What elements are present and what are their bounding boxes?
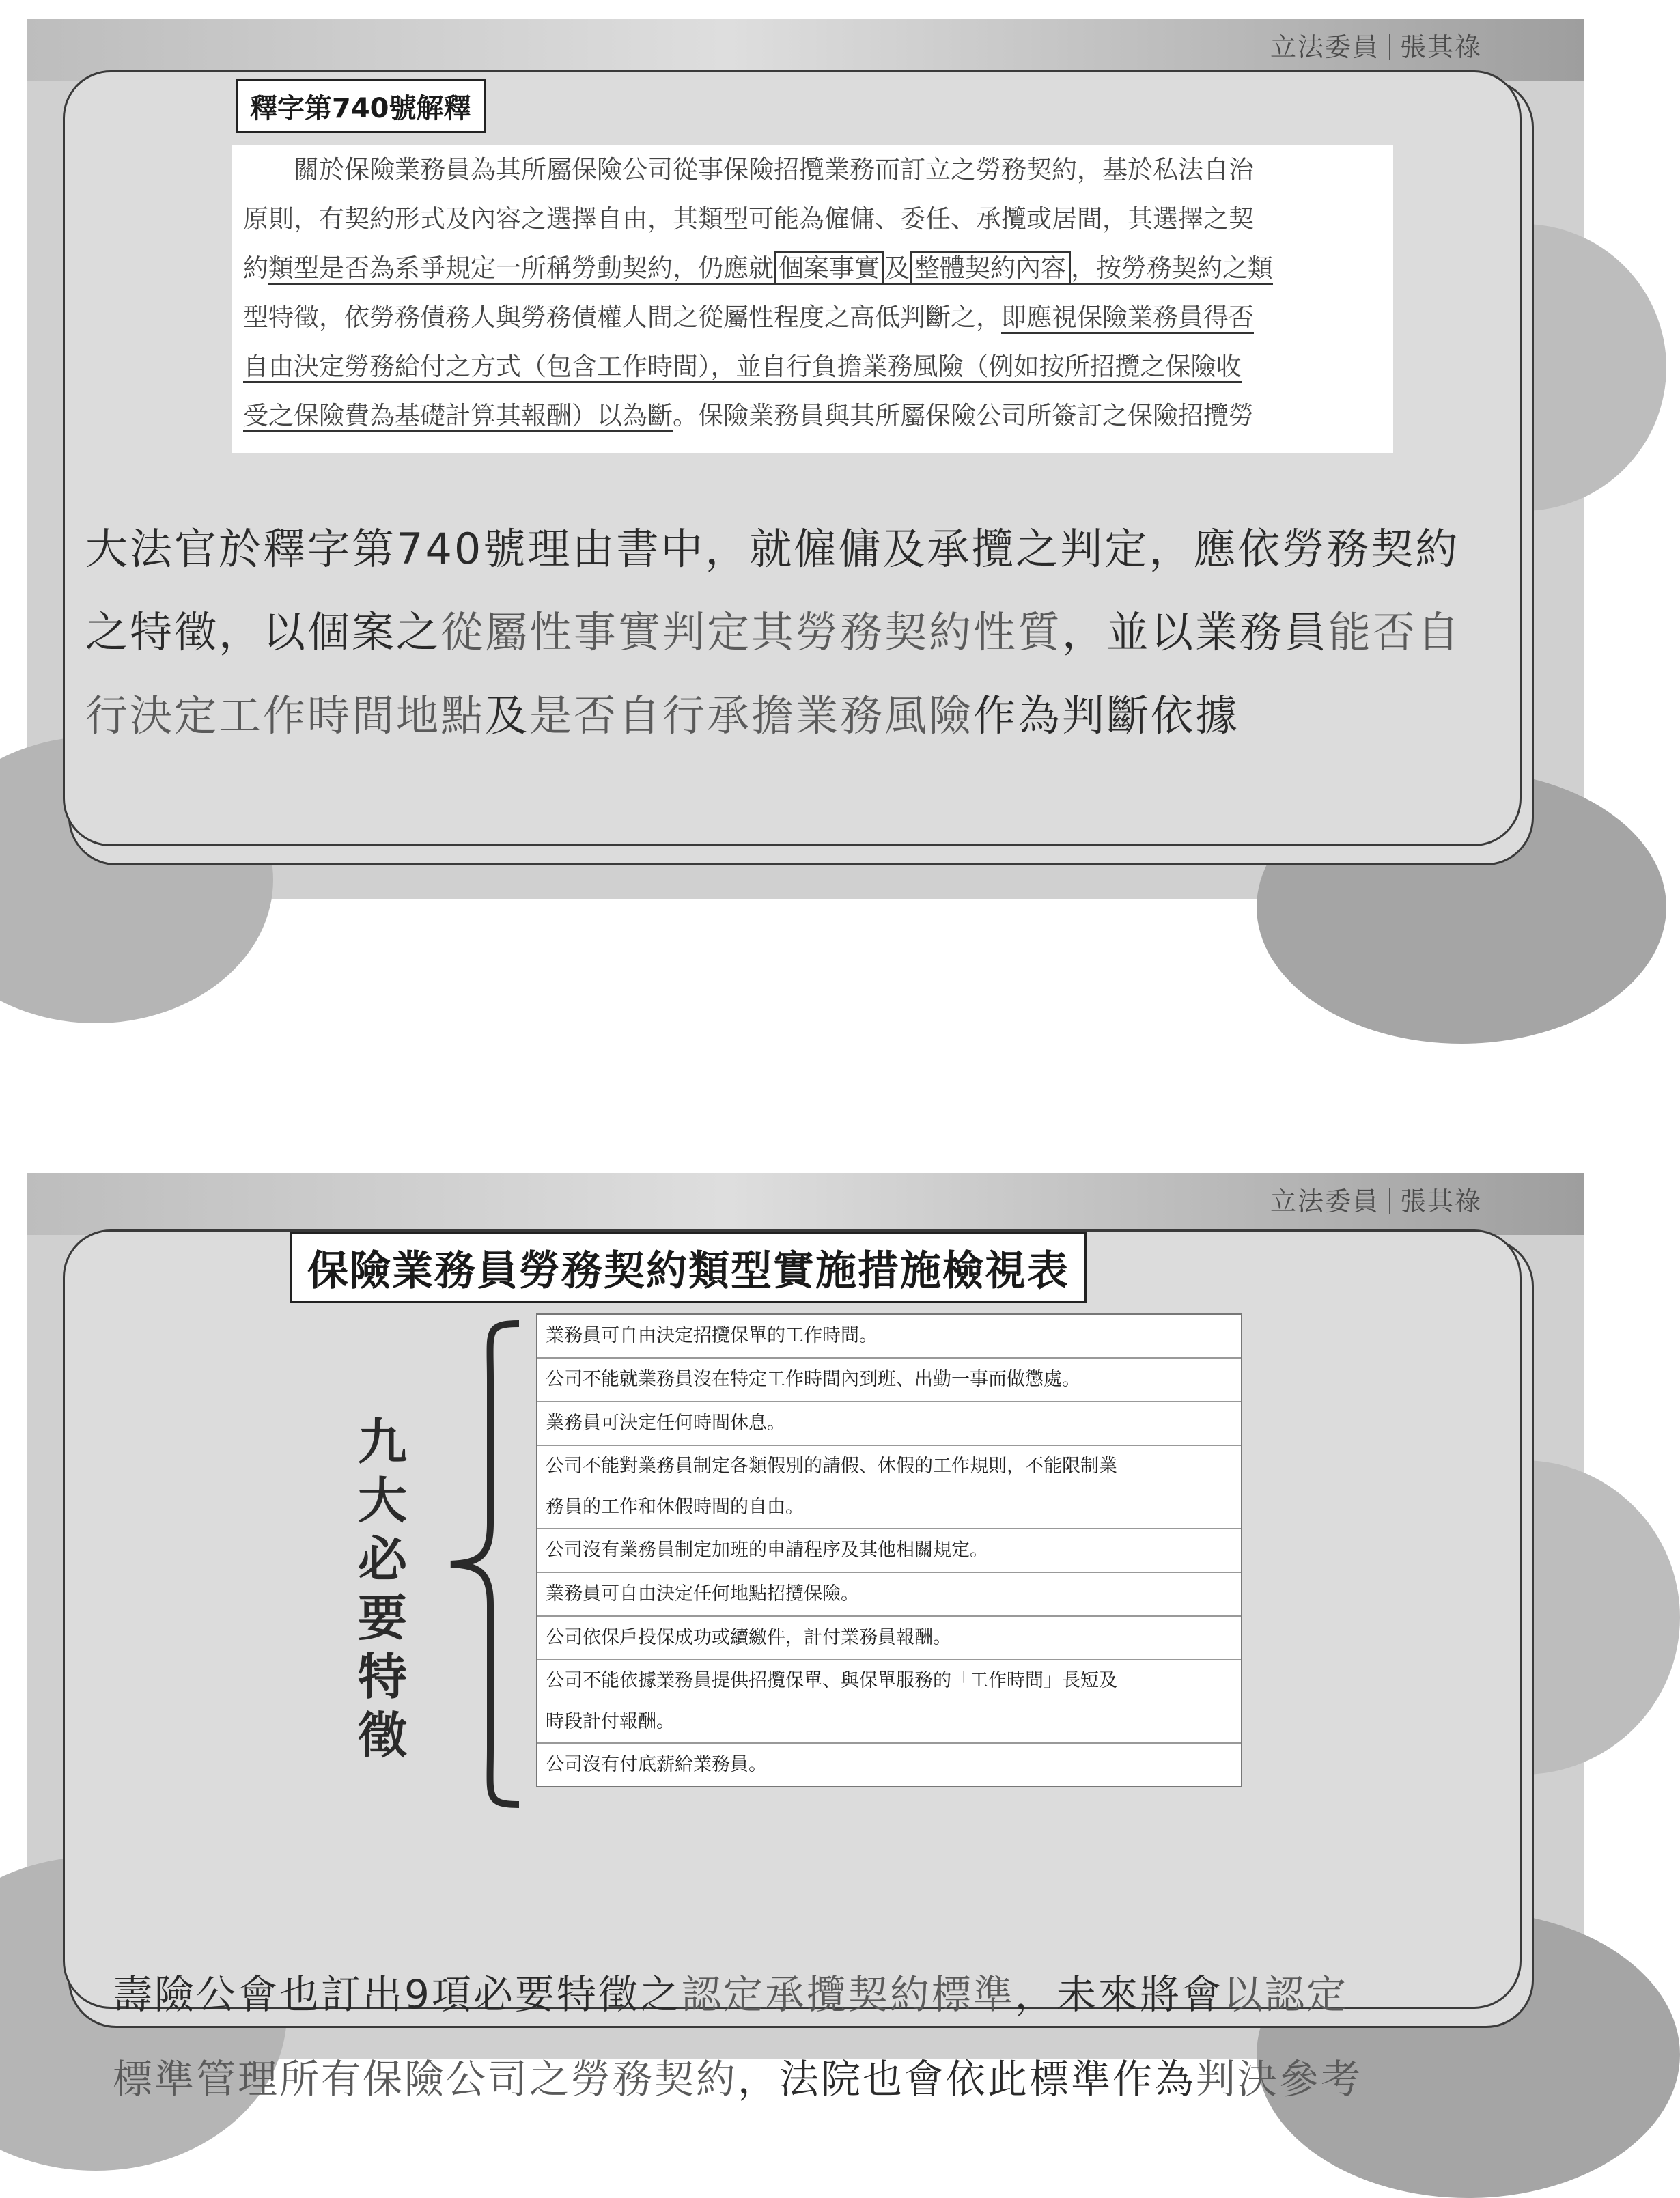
feature-row [537, 1617, 1241, 1660]
feature-row [537, 1660, 1241, 1744]
summary-segment: 大法官於釋字第740號理由書中，就僱傭及承攬之判定，應依勞務契約 [85, 524, 1460, 574]
author-name: 張其祿 [1399, 1186, 1482, 1216]
divider [1389, 1188, 1390, 1214]
summary-segment: 作為判斷依據 [973, 691, 1240, 740]
author-label [1270, 1180, 1482, 1218]
summary-segment: ，並以業務員 [1062, 607, 1329, 657]
author-title: 立法委員 [1270, 1186, 1380, 1216]
feature-text: 業務員可自由決定任何地點招攬保險。 [546, 1583, 859, 1604]
summary-segment: ，法院也會依此標準作為 [738, 2056, 1196, 2102]
author-title: 立法委員 [1270, 32, 1380, 62]
excerpt-text: 約 [243, 253, 268, 283]
feature-text: 務員的工作和休假時間的自由。 [546, 1497, 804, 1518]
excerpt-line [243, 293, 1382, 342]
excerpt-line [243, 342, 1382, 391]
vertical-char: 大 [357, 1472, 407, 1529]
feature-row [537, 1529, 1241, 1573]
feature-text: 公司不能就業務員沒在特定工作時間內到班、出勤一事而做懲處。 [546, 1369, 1080, 1390]
summary-text [113, 1952, 1362, 2122]
slide-2 [27, 1173, 1584, 2102]
feature-text: 公司依保戶投保成功或續繳件，計付業務員報酬。 [546, 1627, 951, 1648]
feature-row [537, 1744, 1241, 1786]
feature-text: 時段計付報酬。 [546, 1711, 675, 1732]
author-label [1270, 26, 1482, 64]
summary-line [85, 591, 1461, 674]
summary-highlight: 從屬性事實判定其勞務契約性質 [440, 607, 1063, 657]
feature-row [537, 1573, 1241, 1617]
summary-highlight: 能否自 [1328, 607, 1462, 657]
excerpt-boxed: 整體契約內容 [910, 251, 1071, 285]
excerpt-underlined: 類型是否為系爭規定一所稱勞動契約，仍應就 [268, 253, 774, 285]
summary-text [85, 507, 1461, 757]
vertical-char: 必 [357, 1531, 407, 1588]
summary-highlight: 認定承攬契約標準 [681, 1971, 1015, 2018]
excerpt-text: 型特徵，依勞務債務人與勞務債權人間之從屬性程度之高低判斷之， [243, 303, 1001, 332]
divider [1389, 34, 1390, 60]
features-table [536, 1313, 1242, 1787]
slide-title: 釋字第740號解釋 [236, 79, 486, 133]
excerpt-line [243, 195, 1382, 244]
summary-line [85, 674, 1461, 757]
vertical-char: 要 [357, 1589, 407, 1647]
vertical-char: 徵 [357, 1707, 407, 1764]
excerpt-text: 關於保險業務員為其所屬保險公司從事保險招攬業務而訂立之勞務契約，基於私法自治 [294, 155, 1254, 184]
feature-text: 業務員可自由決定招攬保單的工作時間。 [546, 1325, 878, 1346]
feature-row [537, 1446, 1241, 1529]
feature-text: 公司不能依據業務員提供招攬保單、與保單服務的「工作時間」長短及 [546, 1670, 1117, 1691]
excerpt-underlined: 及 [884, 253, 910, 285]
summary-segment: ，未來將會 [1014, 1971, 1223, 2018]
feature-row [537, 1315, 1241, 1359]
summary-highlight: 以認定 [1222, 1971, 1348, 2018]
summary-line [113, 2037, 1362, 2122]
feature-row [537, 1402, 1241, 1446]
vertical-label [345, 1413, 420, 1765]
excerpt-text: 。保險業務員與其所屬保險公司所簽訂之保險招攬勞 [673, 401, 1254, 430]
summary-segment: 及 [485, 691, 530, 740]
feature-row [537, 1359, 1241, 1402]
excerpt-text: 原則，有契約形式及內容之選擇自由，其類型可能為僱傭、委任、承攬或居間，其選擇之契 [243, 204, 1254, 234]
feature-text: 業務員可決定任何時間休息。 [546, 1413, 785, 1434]
slide-1 [27, 19, 1584, 899]
summary-line [113, 1952, 1362, 2037]
curly-brace-icon [437, 1318, 533, 1810]
slide-title: 保險業務員勞務契約類型實施措施檢視表 [290, 1232, 1087, 1303]
feature-text: 公司沒有付底薪給業務員。 [546, 1754, 767, 1775]
author-name: 張其祿 [1399, 32, 1482, 62]
feature-text: 公司沒有業務員制定加班的申請程序及其他相關規定。 [546, 1540, 988, 1561]
summary-segment: 之特徵，以個案之 [85, 607, 441, 657]
interpretation-excerpt [232, 145, 1393, 453]
summary-line [85, 507, 1461, 591]
summary-highlight: 標準管理所有保險公司之勞務契約 [113, 2056, 738, 2102]
excerpt-boxed: 個案事實 [774, 251, 884, 285]
summary-highlight: 判決參考 [1196, 2056, 1363, 2102]
excerpt-line [243, 391, 1382, 441]
excerpt-underlined: ，按勞務契約之類 [1071, 253, 1273, 285]
excerpt-underlined: 受之保險費為基礎計算其報酬）以為斷 [243, 401, 673, 432]
excerpt-underlined: 即應視保險業務員得否 [1001, 303, 1254, 334]
summary-highlight: 是否自行承擔業務風險 [529, 691, 974, 740]
excerpt-line [243, 244, 1382, 293]
vertical-char: 九 [357, 1413, 407, 1471]
summary-highlight: 行決定工作時間地點 [85, 691, 486, 740]
excerpt-line [243, 145, 1382, 195]
vertical-char: 特 [357, 1648, 407, 1706]
feature-text: 公司不能對業務員制定各類假別的請假、休假的工作規則，不能限制業 [546, 1456, 1117, 1477]
summary-segment: 壽險公會也訂出9項必要特徵之 [113, 1971, 682, 2018]
excerpt-underlined: 自由決定勞務給付之方式（包含工作時間），並自行負擔業務風險（例如按所招攬之保險收 [243, 352, 1242, 383]
